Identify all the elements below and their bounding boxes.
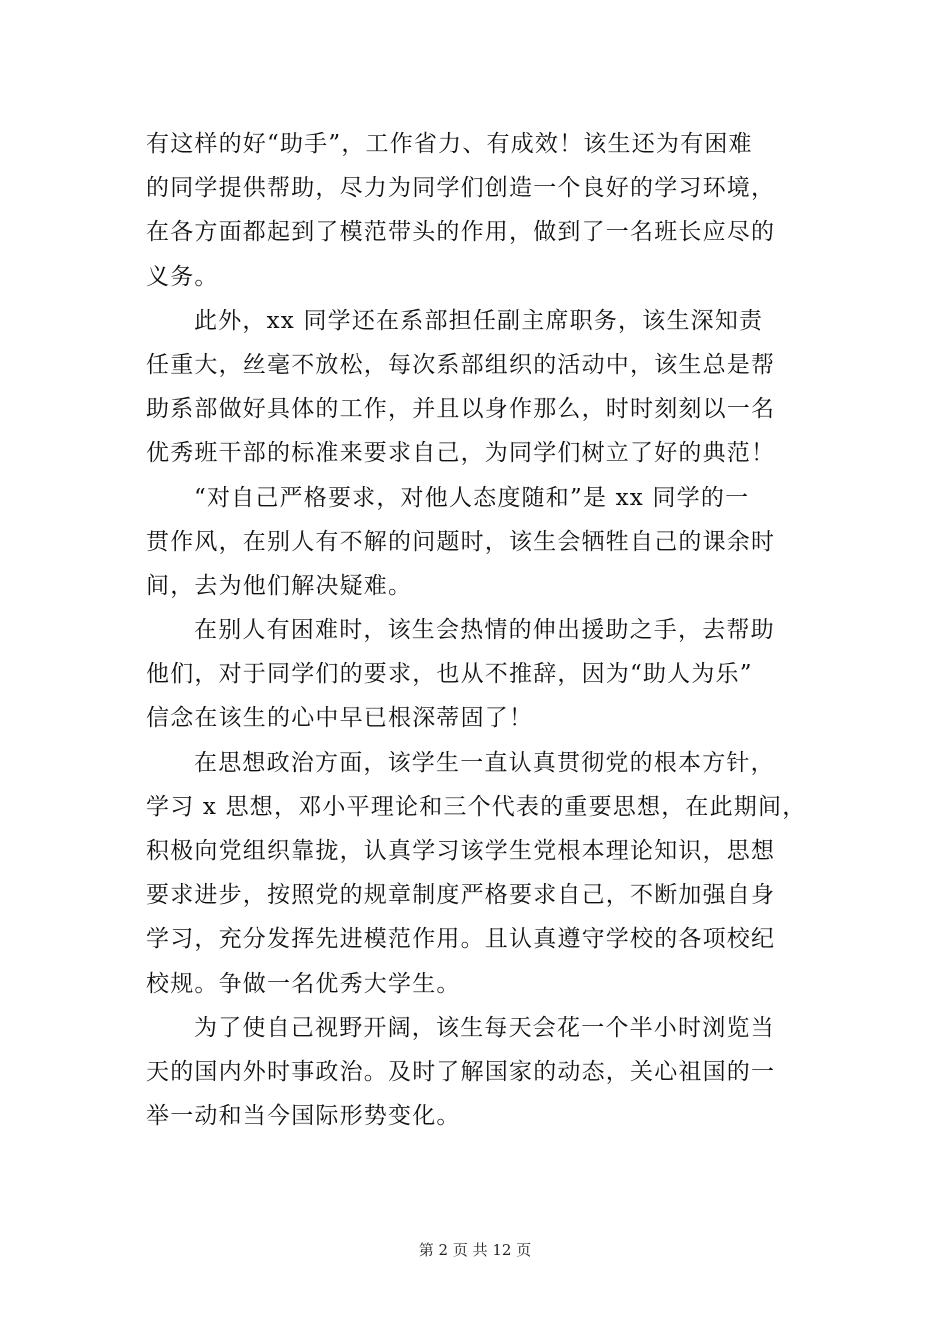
paragraph-first-line: 在思想政治方面，该学生一直认真贯彻党的根本方针， bbox=[194, 749, 775, 776]
text-line: 助系部做好具体的工作，并且以身作那么，时时刻刻以一名 bbox=[146, 396, 776, 423]
text-line: 义务。 bbox=[146, 263, 219, 290]
text-line: 学习，充分发挥先进模范作用。且认真遵守学校的各项校纪 bbox=[146, 926, 776, 953]
text-line: 信念在该生的心中早已根深蒂固了！ bbox=[146, 705, 534, 732]
text-line: 学习 x 思想，邓小平理论和三个代表的重要思想，在此期间， bbox=[146, 793, 807, 820]
text-line: 有这样的好“助手”，工作省力、有成效！该生还为有困难 bbox=[146, 131, 753, 157]
text-line: 积极向党组织靠拢，认真学习该学生党根本理论知识，思想 bbox=[146, 838, 776, 864]
text-line: 天的国内外时事政治。及时了解国家的动态，关心祖国的一 bbox=[146, 1058, 776, 1085]
text-line: 优秀班干部的标准来要求自己，为同学们树立了好的典范！ bbox=[146, 440, 776, 467]
paragraph-first-line: 此外，xx 同学还在系部担任副主席职务，该生深知责 bbox=[194, 307, 764, 334]
page-footer: 第 2 页 共 12 页 bbox=[418, 1241, 532, 1259]
paragraph-first-line: 为了使自己视野开阔，该生每天会花一个半小时浏览当 bbox=[194, 1014, 775, 1041]
text-line: 间，去为他们解决疑难。 bbox=[146, 572, 413, 599]
text-line: 举一动和当今国际形势变化。 bbox=[146, 1103, 461, 1130]
text-line: 他们，对于同学们的要求，也从不推辞，因为“助人为乐” bbox=[146, 661, 753, 688]
paragraph-first-line: 在别人有困难时，该生会热情的伸出援助之手，去帮助 bbox=[194, 617, 775, 644]
text-line: 贯作风，在别人有不解的问题时，该生会牺牲自己的课余时 bbox=[146, 528, 776, 555]
text-line: 任重大，丝毫不放松，每次系部组织的活动中，该生总是帮 bbox=[146, 351, 776, 378]
text-line: 要求进步，按照党的规章制度严格要求自己，不断加强自身 bbox=[146, 882, 776, 909]
text-line: 的同学提供帮助，尽力为同学们创造一个良好的学习环境， bbox=[146, 175, 776, 202]
text-line: 在各方面都起到了模范带头的作用，做到了一名班长应尽的 bbox=[146, 219, 776, 246]
text-line: 校规。争做一名优秀大学生。 bbox=[146, 970, 461, 997]
paragraph-first-line: “对自己严格要求，对他人态度随和”是 xx 同学的一 bbox=[194, 484, 750, 511]
document-body bbox=[146, 122, 826, 1138]
